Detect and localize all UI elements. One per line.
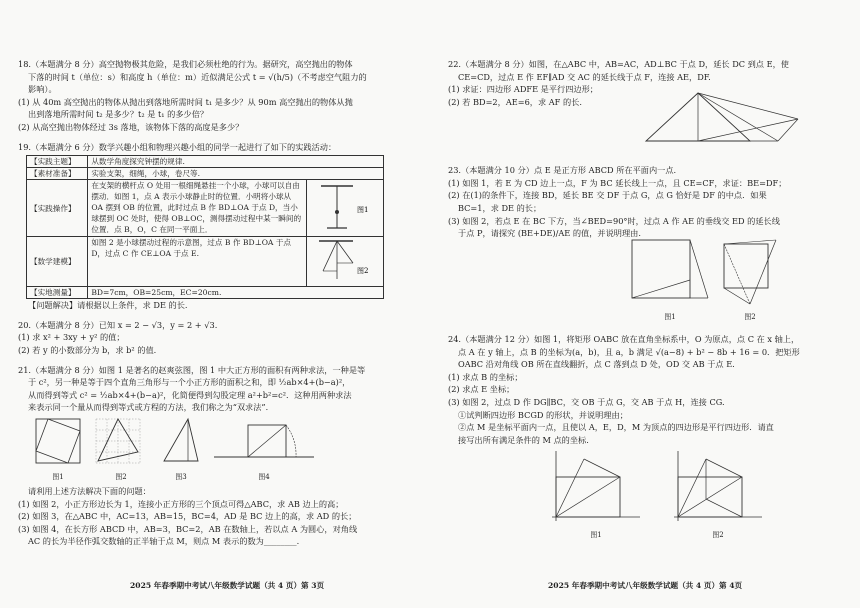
q23-sub: (3) 如图 2，若点 E 在 BC 下方，当∠BED=90°时，过点 A 作 AE 的垂线交 ED 的延长线 bbox=[448, 215, 780, 226]
q22-line: CE=CD，过点 E 作 EF∥AD 交 AC 的延长线于点 F，连接 AE，DF. bbox=[458, 71, 711, 82]
q21-figures bbox=[32, 417, 410, 483]
q24-line: 24.（本题满分 12 分）如图 1，将矩形 OABC 放在直角坐标系中，O 为原点，点 C 在 x 轴上， bbox=[448, 333, 800, 344]
q24-figure bbox=[548, 449, 644, 541]
q18-line: 18.（本题满分 8 分）高空抛物极其危险，是我们必须杜绝的行为。据研究，高空抛出的物体 bbox=[18, 59, 353, 69]
q21-figure bbox=[32, 417, 84, 483]
q23-sub: (2) 在(1)的条件下，连接 BD，延长 BE 交 DF 于点 G，点 G 恰好是 DF 的中点．如果 bbox=[448, 190, 767, 201]
fig-caption: 图4 bbox=[258, 472, 270, 481]
table-head: 【实践主题】 bbox=[27, 156, 88, 168]
q23-line: 23.（本题满分 10 分）点 E 是正方形 ABCD 所在平面内一点. bbox=[448, 165, 677, 176]
triangle-parallelogram-diagram bbox=[638, 89, 808, 155]
q18-sub: 出到落地所需时间 t₂ 是多少？t₂ 是 t₁ 的多少倍？ bbox=[28, 109, 209, 120]
question-18 bbox=[18, 58, 410, 134]
table-cell: BD=7cm，OB=25cm，EC=20cm. bbox=[88, 287, 384, 299]
question-20 bbox=[18, 319, 410, 357]
fig-2-caption: 图2 bbox=[356, 267, 369, 276]
fig-caption: 图2 bbox=[115, 472, 127, 481]
q24-figures bbox=[548, 449, 840, 541]
table-head: 【数学建模】 bbox=[27, 237, 88, 287]
grid-triangle-diagram bbox=[92, 417, 150, 467]
square-figure-2 bbox=[720, 236, 780, 308]
square-figure-1 bbox=[628, 236, 712, 308]
q21-sub: AC 的长为半径作弧交数轴的正半轴于点 M，则点 M 表示的数为________. bbox=[28, 536, 300, 547]
table-cell: 从数学角度探究钟摆的规律. bbox=[88, 156, 384, 168]
q21-sub: (3) 如图 4，在长方形 ABCD 中，AB=3，BC=2，AB 在数轴上，若以点 A 为圆心，对角线 bbox=[18, 523, 358, 534]
question-23 bbox=[448, 164, 840, 324]
table-head: 【实践操作】 bbox=[27, 180, 88, 237]
question-19 bbox=[18, 141, 410, 312]
table-cell: 在支架的横杆点 O 处用一根细绳悬挂一个小球，小球可以自由摆动．如图 1，点 A 表示小球静止时的位置．小明将小球从 OA 摆到 OB 的位置，此时过点 B 作 BD⊥OA 于点 D，当小球摆到 OC 处时，使得 OB⊥OC，测得摆动过程中某一瞬间的位置．点 B，O，C 在同一平面上． bbox=[88, 180, 306, 237]
q23-figure bbox=[720, 236, 780, 324]
q19-intro: 19.（本题满分 6 分）数学兴趣小组和物理兴趣小组的同学一起进行了如下的实践活动： bbox=[18, 141, 337, 152]
fig-1-caption: 图1 bbox=[356, 206, 369, 215]
q21-figure bbox=[212, 417, 316, 483]
q24-line: OABC 沿对角线 OB 所在直线翻折，点 C 落到点 D 处，OD 交 AB 于点 E. bbox=[458, 359, 735, 370]
table-head: 【实地测量】 bbox=[27, 287, 88, 299]
page-3-column bbox=[18, 58, 410, 548]
q21-after: 请利用上述方法解决下面的问题： bbox=[28, 486, 151, 497]
table-cell: 如图 2 是小球摆动过程的示意图，过点 B 作 BD⊥OA 于点 D，过点 C 作 CE⊥OA 于点 E. bbox=[88, 237, 306, 287]
number-line-rectangle-diagram bbox=[212, 417, 316, 467]
q21-line: 从而得到等式 c² = ½ab×4+(b−a)²，化简便得到勾股定理 a²+b²=c²．这种用两种求法 bbox=[28, 389, 352, 400]
q18-sub: (1) 从 40m 高空抛出的物体从抛出到落地所需时间 t₁ 是多少？从 90m 高空抛出的物体从抛 bbox=[18, 96, 353, 107]
page-4-column bbox=[448, 58, 840, 543]
rectangle-fold-figure-1 bbox=[548, 449, 644, 525]
pendulum-diagram-2 bbox=[313, 237, 377, 283]
q18-sub: (2) 从高空抛出物体经过 3s 落地，该物体下落的高度是多少？ bbox=[18, 121, 244, 132]
q21-line: 来表示同一个量从而得到等式或方程的方法，我们称之为“双求法”． bbox=[28, 402, 274, 413]
q24-figure bbox=[670, 449, 766, 541]
table-cell: 实验支架，细绳，小球，卷尺等. bbox=[88, 168, 384, 180]
page-footer-right: 2025 年春季期中考试八年级数学试题（共 4 页）第 4页 bbox=[548, 581, 743, 590]
q24-sub: ②点 M 是坐标平面内一点，且使以 A，E，D，M 为顶点的四边形是平行四边形．请直 bbox=[458, 422, 774, 433]
q24-sub: (1) 求点 B 的坐标； bbox=[448, 371, 523, 382]
zhao-shuang-diagram bbox=[32, 417, 84, 467]
q18-line: 影响）。 bbox=[28, 84, 57, 95]
q22-sub: (1) 求证：四边形 ADFE 是平行四边形； bbox=[448, 84, 598, 95]
q21-line: 21.（本题满分 8 分）如图 1 是著名的赵爽弦图，图 1 中大正方形的面积有两种求法，一种是等 bbox=[18, 364, 366, 375]
q22-block bbox=[448, 83, 840, 157]
q21-figure bbox=[158, 417, 204, 483]
q20-sub: (2) 若 y 的小数部分为 b，求 b² 的值. bbox=[18, 344, 157, 355]
q23-sub: 于点 P，请探究 (BE+DE)/AE 的值，并说明理由. bbox=[458, 228, 641, 239]
q24-sub: (2) 求点 E 坐标； bbox=[448, 384, 515, 395]
activity-table bbox=[26, 155, 384, 299]
q24-line: 点 A 在 y 轴上，点 B 的坐标为(a，b)，且 a，b 满足 √(a−8) + b² − 8b + 16 = 0．把矩形 bbox=[458, 346, 800, 357]
fig-caption: 图1 bbox=[664, 313, 676, 322]
rectangle-fold-figure-2 bbox=[670, 449, 766, 525]
q24-sub: 接写出所有满足条件的 M 点的坐标. bbox=[458, 434, 589, 445]
fig-caption: 图3 bbox=[175, 472, 187, 481]
q24-sub: (3) 如图 2，过点 D 作 DG∥BC，交 OB 于点 G，交 AB 于点 H，连接 CG. bbox=[448, 396, 725, 407]
q23-sub: (1) 如图 1，若 E 为 CD 边上一点，F 为 BC 延长线上一点，且 CE=CF，求证：BE=DF； bbox=[448, 177, 787, 188]
q21-line: 于 c²，另一种是等于四个直角三角形与一个小正方形的面积之和，即 ½ab×4+(b−a)²， bbox=[28, 377, 351, 388]
q23-sub: BC=1，求 DE 的长； bbox=[458, 202, 542, 213]
pendulum-figure-1 bbox=[306, 180, 383, 237]
table-head: 【素材准备】 bbox=[27, 168, 88, 180]
q22-subs bbox=[448, 83, 598, 108]
q20-line: 20.（本题满分 8 分）已知 x = 2 − √3，y = 2 + √3. bbox=[18, 319, 218, 330]
fig-caption: 图2 bbox=[744, 313, 756, 322]
question-21 bbox=[18, 364, 410, 549]
fig-caption: 图2 bbox=[712, 530, 724, 539]
pendulum-diagram-1 bbox=[313, 180, 377, 232]
page-footer-left: 2025 年春季期中考试八年级数学试题（共 4 页）第 3页 bbox=[130, 581, 325, 590]
q24-sub: ①试判断四边形 BCGD 的形状，并说明理由； bbox=[458, 409, 628, 420]
pendulum-figure-2 bbox=[306, 237, 383, 287]
q18-line: 下落的时间 t（单位：s）和高度 h（单位：m）近似满足公式 t = √(h/5)（不考虑空气阻力的 bbox=[28, 71, 367, 82]
q21-figure bbox=[92, 417, 150, 483]
q22-line: 22.（本题满分 8 分）如图，在△ABC 中，AB=AC，AD⊥BC 于点 D，延长 DC 到点 E，使 bbox=[448, 59, 789, 69]
q23-figures bbox=[628, 236, 840, 324]
fig-caption: 图1 bbox=[590, 530, 602, 539]
q23-figure bbox=[628, 236, 712, 324]
triangle-altitude-diagram bbox=[158, 417, 204, 467]
question-24 bbox=[448, 333, 840, 542]
q20-sub: (1) 求 x² + 3xy + y² 的值； bbox=[18, 332, 125, 343]
q19-problem: 【问题解决】请根据以上条件，求 DE 的长. bbox=[28, 300, 188, 311]
question-22 bbox=[448, 58, 840, 157]
fig-caption: 图1 bbox=[52, 472, 64, 481]
q22-sub: (2) 若 BD=2，AE=6，求 AF 的长. bbox=[448, 96, 582, 107]
q21-sub: (2) 如图 3，在△ABC 中，AC=13，AB=15，BC=4，AD 是 BC 边上的高，求 AD 的长； bbox=[18, 511, 357, 522]
q21-sub: (1) 如图 2，小正方形边长为 1，连接小正方形的三个顶点可得△ABC，求 AB 边上的高； bbox=[18, 498, 344, 509]
